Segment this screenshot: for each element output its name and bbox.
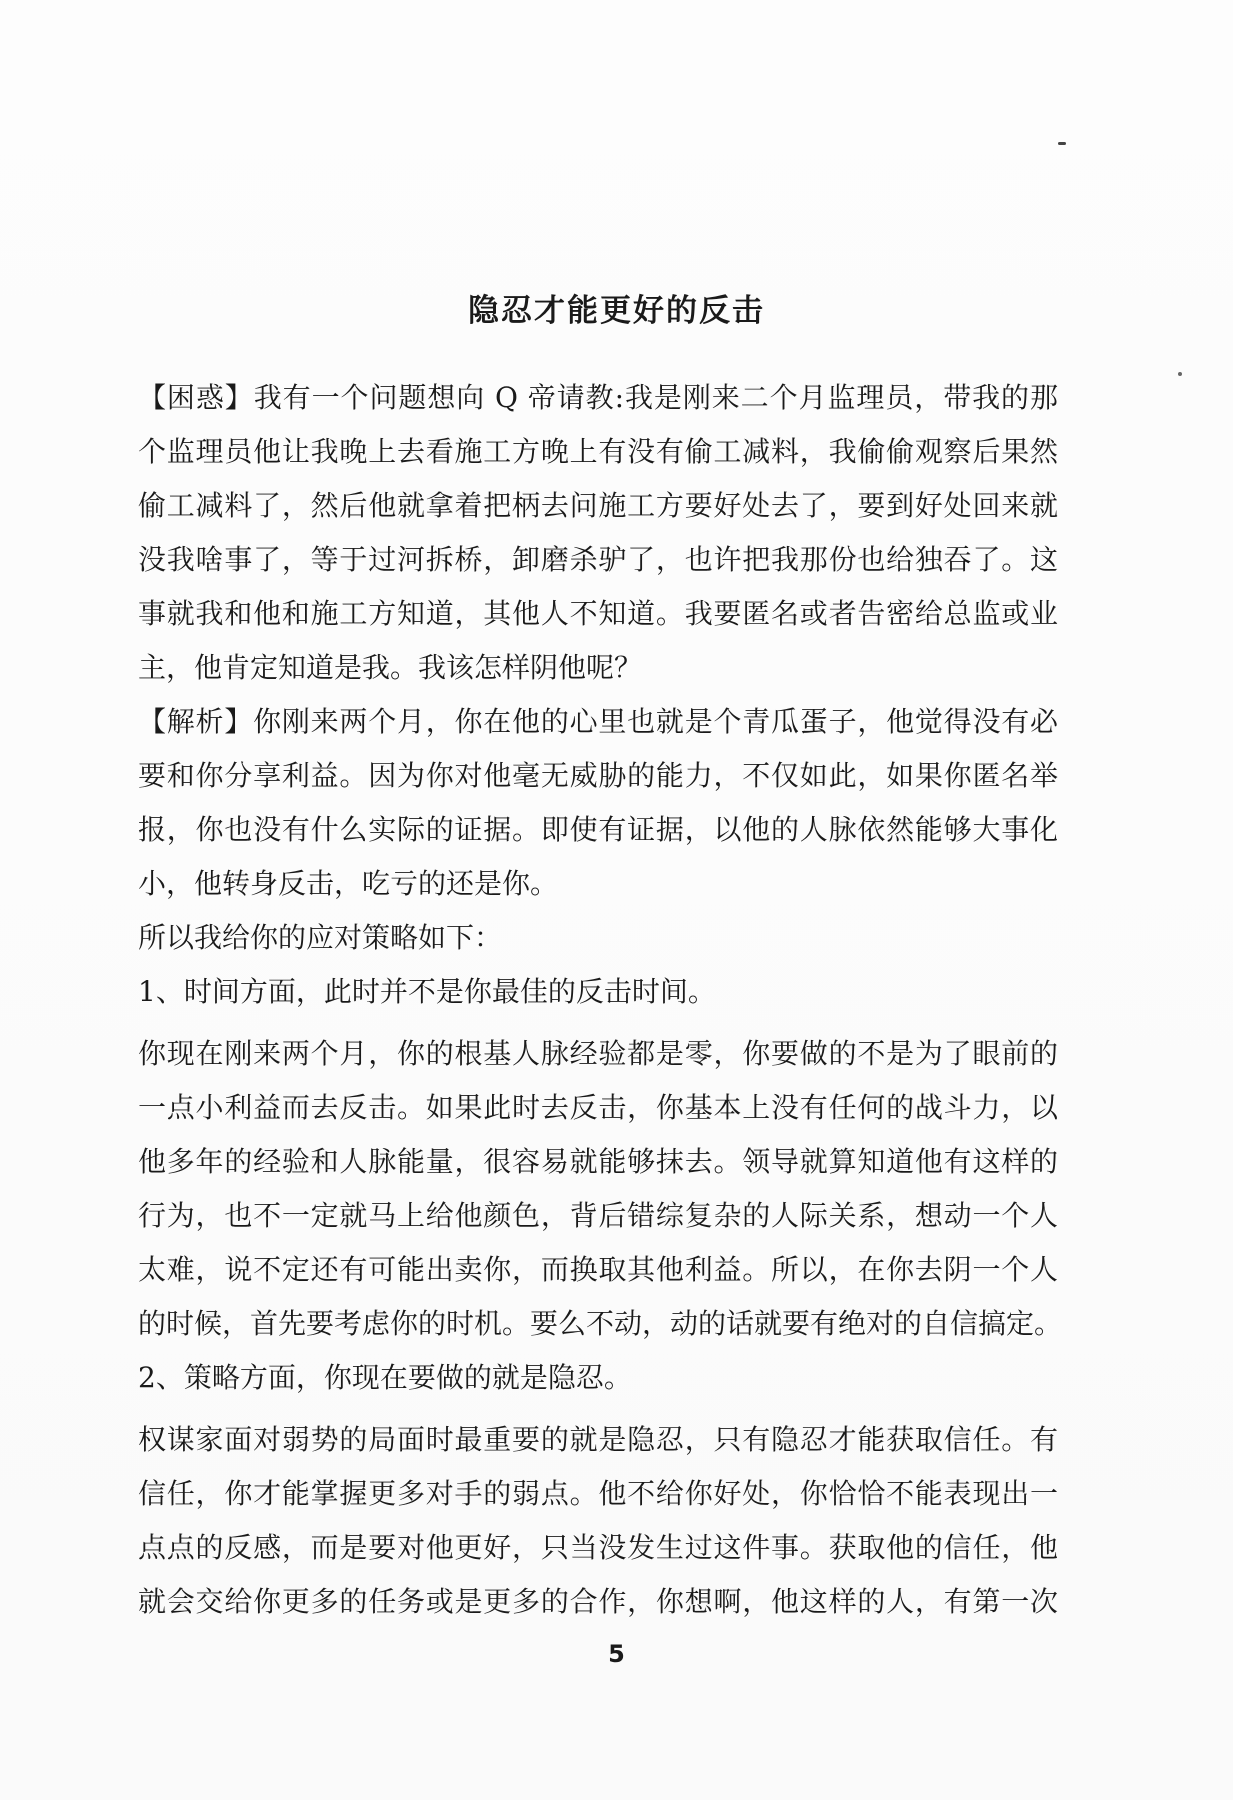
page-number: 5 — [608, 1640, 625, 1668]
text-line: 【困惑】我有一个问题想向 Q 帝请教:我是刚来二个月监理员，带我的那 — [138, 381, 1058, 414]
text-line: 信任，你才能掌握更多对手的弱点。他不给你好处，你恰恰不能表现出一 — [138, 1477, 1058, 1510]
spacer — [138, 1405, 1058, 1413]
text-line: 【解析】你刚来两个月，你在他的心里也就是个青瓜蛋子，他觉得没有必 — [138, 705, 1058, 738]
text-line: 2、策略方面，你现在要做的就是隐忍。 — [138, 1361, 632, 1394]
text-line: 太难，说不定还有可能出卖你，而换取其他利益。所以，在你去阴一个人 — [138, 1253, 1058, 1286]
scan-dot — [1178, 372, 1182, 376]
page-title: 隐忍才能更好的反击 — [468, 293, 765, 329]
text-line: 点点的反感，而是要对他更好，只当没发生过这件事。获取他的信任，他 — [138, 1531, 1058, 1564]
body-text — [138, 371, 1063, 1629]
text-line: 你现在刚来两个月，你的根基人脉经验都是零，你要做的不是为了眼前的 — [138, 1037, 1058, 1070]
scan-mark — [1058, 142, 1066, 145]
text-line: 他多年的经验和人脉能量，很容易就能够抹去。领导就算知道他有这样的 — [138, 1145, 1058, 1178]
text-line: 权谋家面对弱势的局面时最重要的就是隐忍，只有隐忍才能获取信任。有 — [138, 1423, 1058, 1456]
text-line: 小，他转身反击，吃亏的还是你。 — [138, 867, 559, 900]
text-line: 所以我给你的应对策略如下： — [138, 921, 503, 954]
text-line: 偷工减料了，然后他就拿着把柄去问施工方要好处去了，要到好处回来就 — [138, 489, 1058, 522]
text-line: 报，你也没有什么实际的证据。即使有证据，以他的人脉依然能够大事化 — [138, 813, 1058, 846]
text-line: 1、时间方面，此时并不是你最佳的反击时间。 — [138, 975, 716, 1008]
text-line: 要和你分享利益。因为你对他毫无威胁的能力，不仅如此，如果你匿名举 — [138, 759, 1058, 792]
spacer — [138, 1019, 1058, 1027]
text-line: 行为，也不一定就马上给他颜色，背后错综复杂的人际关系，想动一个人 — [138, 1199, 1058, 1232]
text-line: 一点小利益而去反击。如果此时去反击，你基本上没有任何的战斗力，以 — [138, 1091, 1058, 1124]
text-line: 就会交给你更多的任务或是更多的合作，你想啊，他这样的人，有第一次 — [138, 1585, 1058, 1618]
text-line: 主，他肯定知道是我。我该怎样阴他呢？ — [138, 651, 643, 684]
text-line: 没我啥事了，等于过河拆桥，卸磨杀驴了，也许把我那份也给独吞了。这 — [138, 543, 1058, 576]
text-line: 事就我和他和施工方知道，其他人不知道。我要匿名或者告密给总监或业 — [138, 597, 1058, 630]
text-line: 个监理员他让我晚上去看施工方晚上有没有偷工减料，我偷偷观察后果然 — [138, 435, 1058, 468]
text-line: 的时候，首先要考虑你的时机。要么不动，动的话就要有绝对的自信搞定。 — [138, 1307, 1063, 1340]
